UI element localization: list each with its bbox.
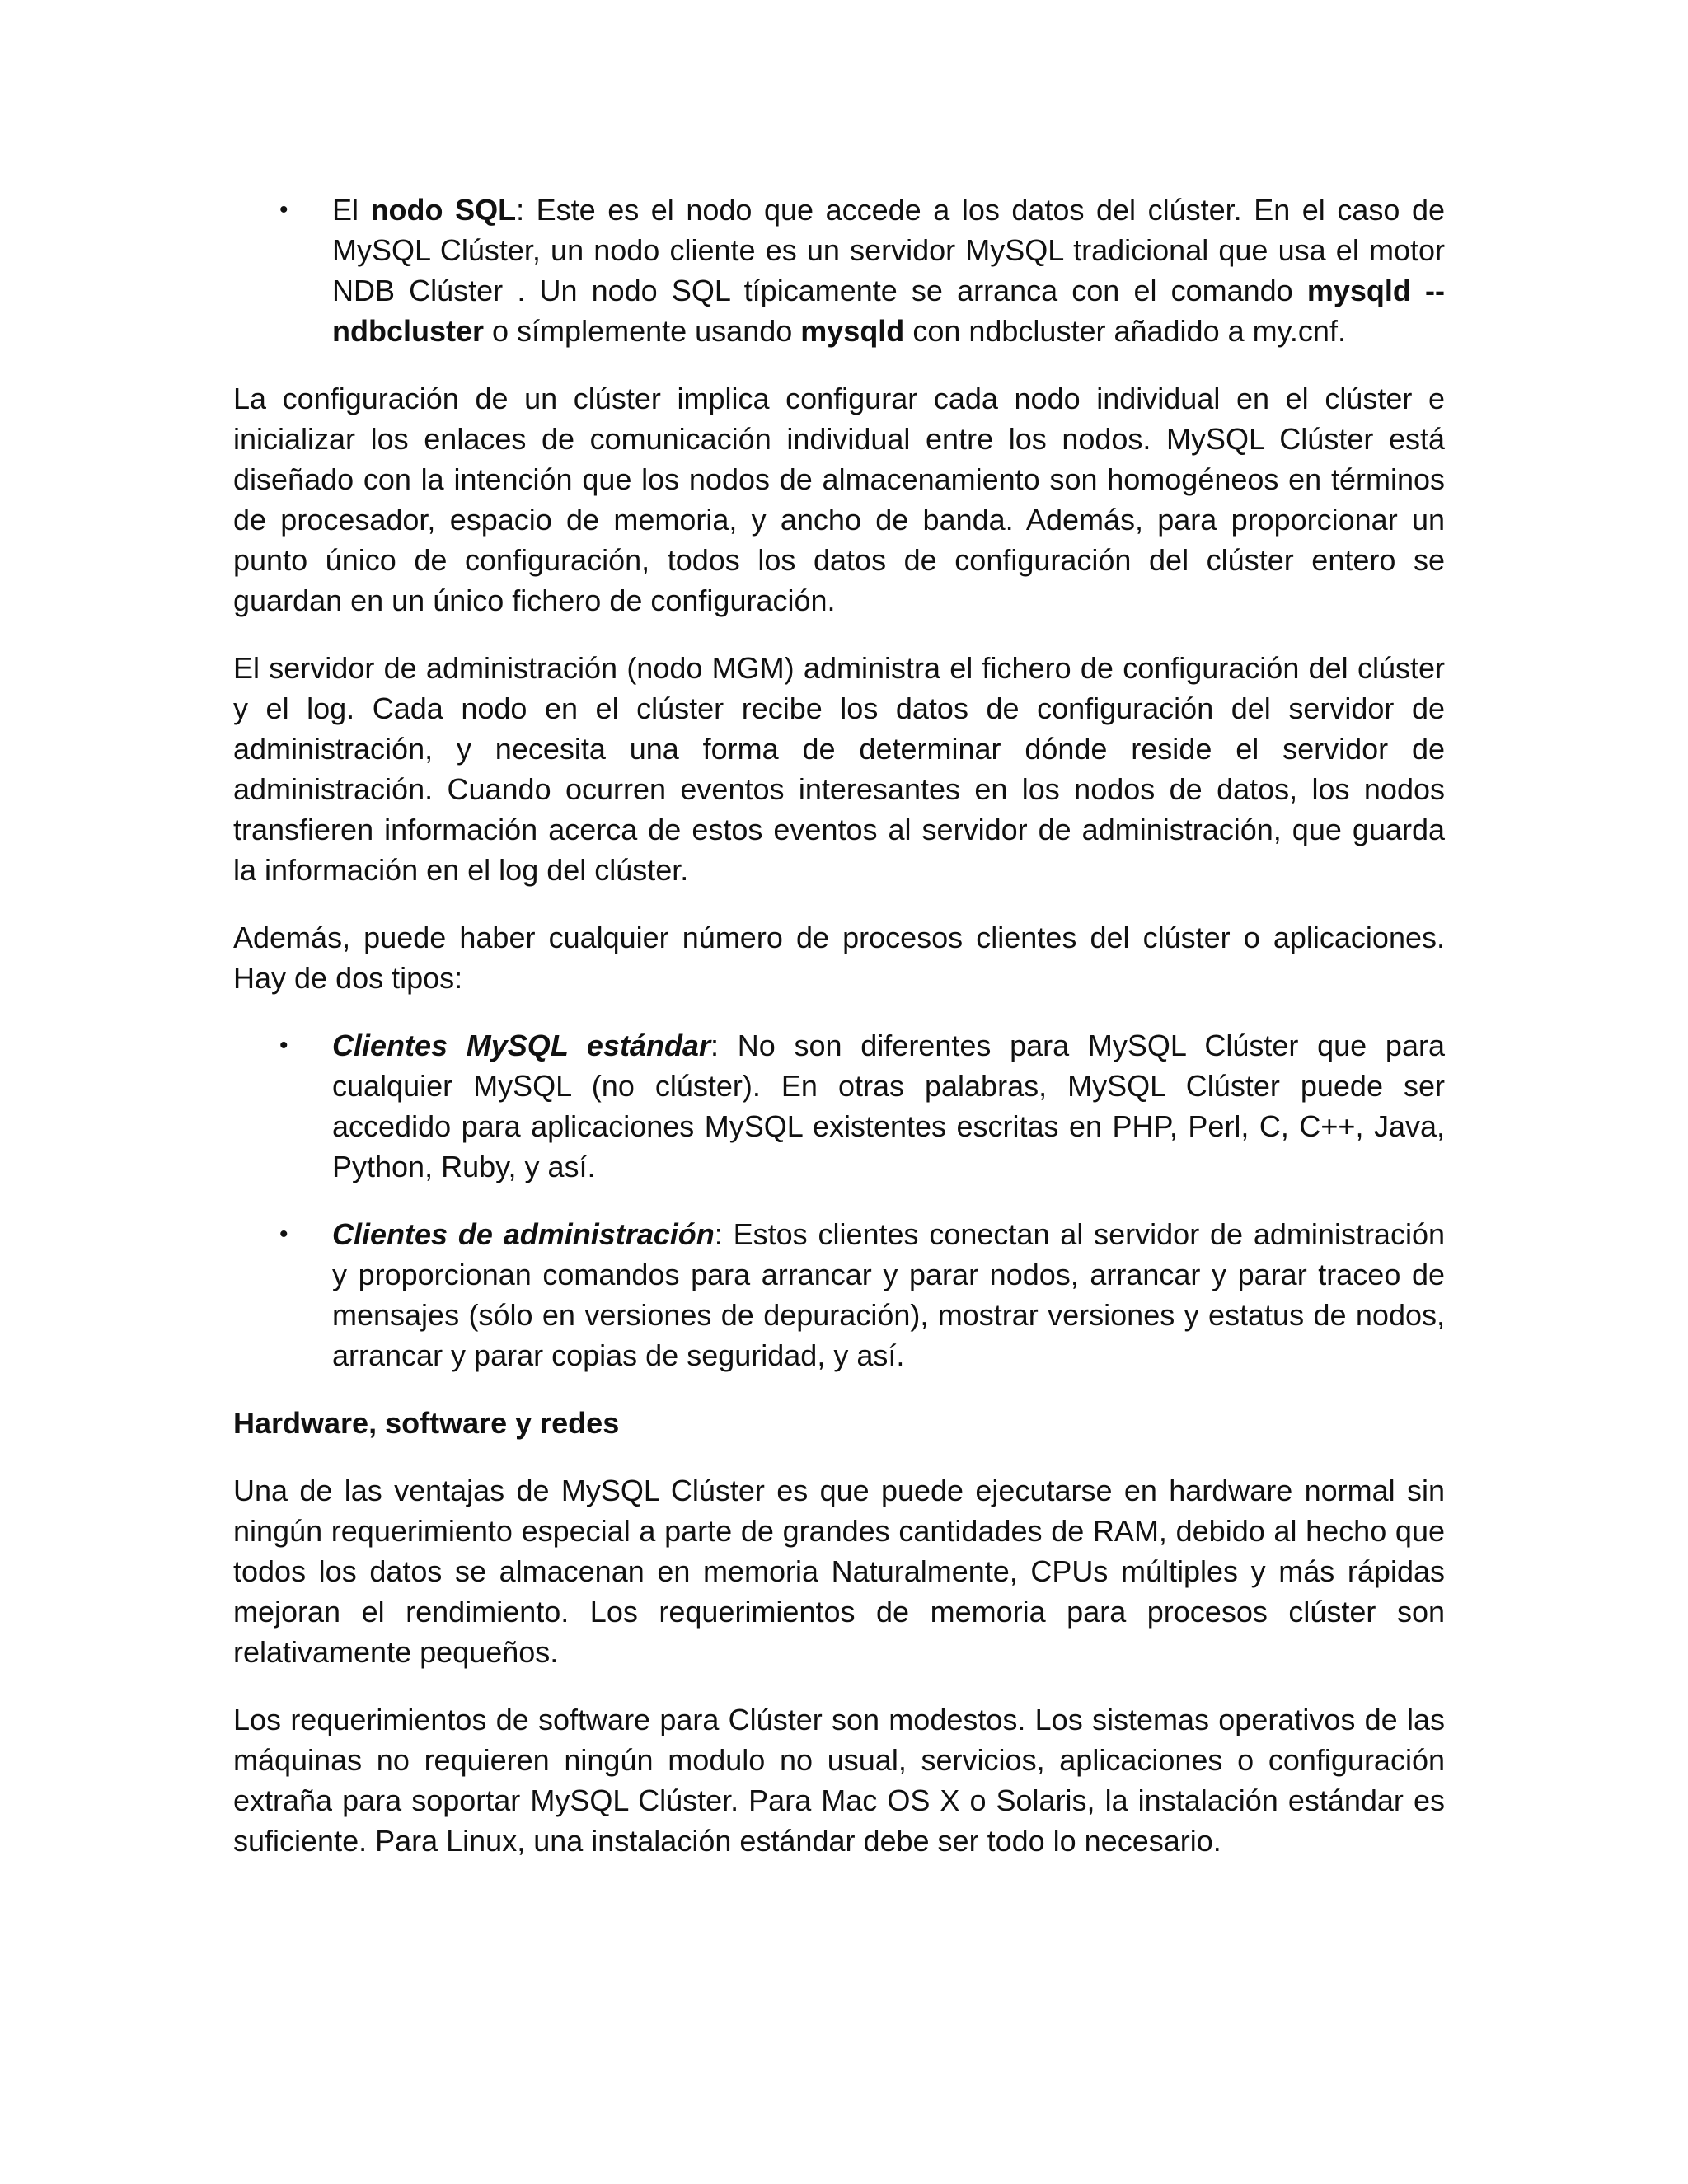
sql-node-text-2: : Este es el nodo que accede a los datos del clúster. En el caso de MySQL Clúster, un nodo cliente es un servidor MySQL tradicional que usa el motor NDB Clúster . Un nodo SQL típicamente se arranca con el comando [332,193,1445,307]
standard-clients-text: : No son diferentes para MySQL Clúster que para cualquier MySQL (no clúster). En otras palabras, MySQL Clúster puede ser accedido para aplicaciones MySQL existentes escritas en PHP, Perl, C, C++, Java, Python, Ruby, y así. [332,1029,1445,1183]
sql-node-text-4: con ndbcluster añadido a my.cnf. [904,314,1346,348]
standard-clients-term: Clientes MySQL estándar [332,1029,710,1062]
cluster-config-paragraph: La configuración de un clúster implica configurar cada nodo individual en el clúster e inicializar los enlaces de comunicación individual entre los nodos. MySQL Clúster está diseñado con la intención que los nodos de almacenamiento son homogéneos en términos de procesador, espacio de memoria, y ancho de banda. Además, para proporcionar un punto único de configuración, todos los datos de configuración del clúster entero se guardan en un único fichero de configuración. [233,382,1445,617]
hardware-paragraph: Una de las ventajas de MySQL Clúster es que puede ejecutarse en hardware normal sin ningún requerimiento especial a parte de grandes cantidades de RAM, debido al hecho que todos los datos se almacenan en memoria Naturalmente, CPUs múltiples y más rápidas mejoran el rendimiento. Los requerimientos de memoria para procesos clúster son relativamente pequeños. [233,1474,1445,1669]
bullet-icon: • [279,196,288,223]
client-processes-paragraph: Además, puede haber cualquier número de procesos clientes del clúster o aplicaciones. Hay de dos tipos: [233,921,1445,995]
sql-node-command: mysqld --ndbcluster [332,274,1445,348]
list-item [233,190,1445,351]
sql-node-text-1: El [332,193,371,227]
mgm-server-paragraph: El servidor de administración (nodo MGM) administra el fichero de configuración del clúster y el log. Cada nodo en el clúster recibe los datos de configuración del servidor de administración, y necesita una forma de determinar dónde reside el servidor de administración. Cuando ocurren eventos interesantes en los nodos de datos, los nodos transfieren información acerca de estos eventos al servidor de administración, que guarda la información en el log del clúster. [233,651,1445,887]
sql-node-mysqld: mysqld [800,314,905,348]
admin-clients-text: : Estos clientes conectan al servidor de administración y proporcionan comandos para arrancar y parar nodos, arrancar y parar traceo de mensajes (sólo en versiones de depuración), mostrar versiones y estatus de nodos, arrancar y parar copias de seguridad, y así. [332,1217,1445,1372]
bullet-icon: • [279,1032,288,1059]
sql-node-list [233,190,1445,351]
list-item [233,1025,1445,1187]
section-heading: Hardware, software y redes [233,1406,620,1440]
list-item [233,1214,1445,1376]
sql-node-text-3: o símplemente usando [484,314,801,348]
page-content [233,190,1445,1888]
client-types-list [233,1025,1445,1376]
software-paragraph: Los requerimientos de software para Clúster son modestos. Los sistemas operativos de las máquinas no requieren ningún modulo no usual, servicios, aplicaciones o configuración extraña para soportar MySQL Clúster. Para Mac OS X o Solaris, la instalación estándar es suficiente. Para Linux, una instalación estándar debe ser todo lo necesario. [233,1703,1445,1858]
bullet-icon: • [279,1221,288,1248]
admin-clients-term: Clientes de administración [332,1217,715,1251]
sql-node-term: nodo SQL [370,193,517,227]
